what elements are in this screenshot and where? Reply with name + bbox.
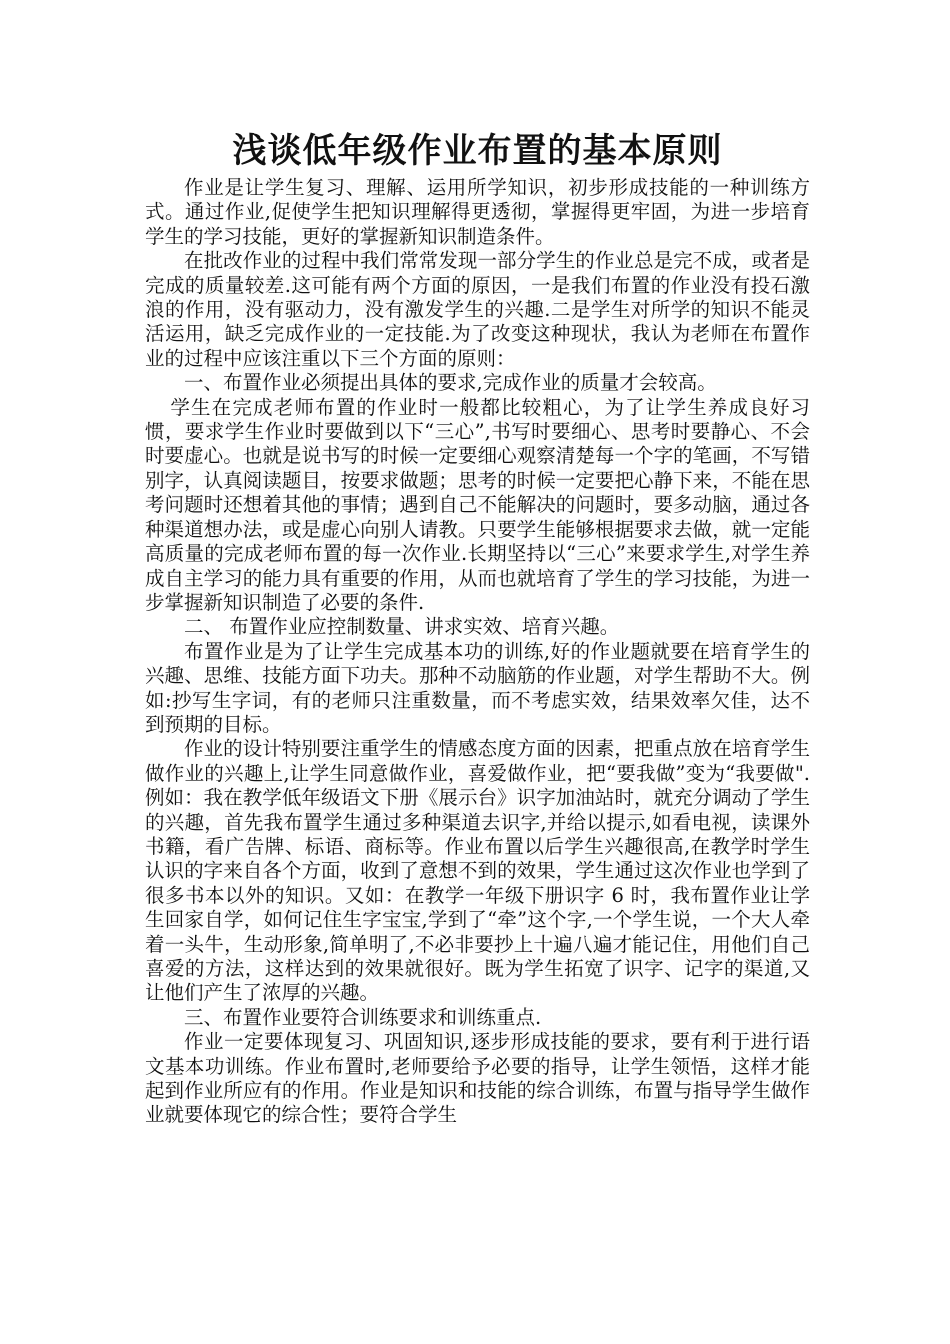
- section-heading-1: 一、布置作业必须提出具体的要求,完成作业的质量才会较高。: [184, 371, 717, 395]
- section-heading-3: 三、布置作业要符合训练要求和训练重点.: [184, 1005, 542, 1029]
- document-page: [145, 128, 810, 1128]
- paragraph-training-requirements: 作业一定要体现复习、巩固知识,逐步形成技能的要求，要有利于进行语文基本功训练。作业布置时,老师要给予必要的指导，让学生领悟，这样才能起到作业所应有的作用。作业是知识和技能的综合训练，布置与指导学生做作业就要体现它的综合性；要符合学生: [145, 1030, 810, 1127]
- document-title: 浅谈低年级作业布置的基本原则: [232, 131, 723, 171]
- paragraph-problem: 在批改作业的过程中我们常常发现一部分学生的作业总是完不成，或者是完成的质量较差.这可能有两个方面的原因，一是我们布置的作业没有投石激浪的作用，没有驱动力，没有激发学生的兴趣.二是学生对所学的知识不能灵活运用，缺乏完成作业的一定技能.为了改变这种现状，我认为老师在布置作业的过程中应该注重以下三个方面的原则：: [145, 249, 810, 370]
- section-heading-2: 二、 布置作业应控制数量、讲求实效、培育兴趣。: [184, 615, 620, 639]
- paragraph-interest: 作业的设计特别要注重学生的情感态度方面的因素，把重点放在培育学生做作业的兴趣上,让学生同意做作业，喜爱做作业，把“要我做”变为“我要做".例如：我在教学低年级语文下册《展示台》识字加油站时，就充分调动了学生的兴趣，首先我布置学生通过多种渠道去识字,并给以提示,如看电视，读课外书籍，看广告牌、标语、商标等。作业布置以后学生兴趣很高,在教学时学生认识的字来自各个方面，收到了意想不到的效果，学生通过这次作业也学到了很多书本以外的知识。又如：在教学一年级下册识字 6 时，我布置作业让学生回家自学，如何记住生字宝宝,学到了“牵”这个字,一个学生说，一个大人牵着一头牛，生动形象,简单明了,不必非要抄上十遍八遍才能记住，用他们自己喜爱的方法，这样达到的效果就很好。既为学生拓宽了识字、记字的渠道,又让他们产生了浓厚的兴趣。: [145, 737, 810, 1005]
- paragraph-three-hearts: 学生在完成老师布置的作业时一般都比较粗心，为了让学生养成良好习惯，要求学生作业时要做到以下“三心”,书写时要细心、思考时要静心、不会时要虚心。也就是说书写的时候一定要细心观察清楚每一个字的笔画，不写错别字，认真阅读题目，按要求做题；思考的时候一定要把心静下来，不能在思考问题时还想着其他的事情；遇到自己不能解决的问题时，要多动脑，通过各种渠道想办法，或是虚心向别人请教。只要学生能够根据要求去做，就一定能高质量的完成老师布置的每一次作业.长期坚持以“三心”来要求学生,对学生养成自主学习的能力具有重要的作用，从而也就培育了学生的学习技能，为进一步掌握新知识制造了必要的条件.: [145, 395, 810, 614]
- paragraph-basic-training: 布置作业是为了让学生完成基本功的训练,好的作业题就要在培育学生的兴趣、思维、技能方面下功夫。那种不动脑筋的作业题，对学生帮助不大。例如:抄写生字词，有的老师只注重数量，而不考虑实效，结果效率欠佳，达不到预期的目标。: [145, 639, 810, 736]
- paragraph-intro: 作业是让学生复习、理解、运用所学知识，初步形成技能的一种训练方式。通过作业,促使学生把知识理解得更透彻，掌握得更牢固，为进一步培育学生的学习技能，更好的掌握新知识制造条件。: [145, 176, 810, 248]
